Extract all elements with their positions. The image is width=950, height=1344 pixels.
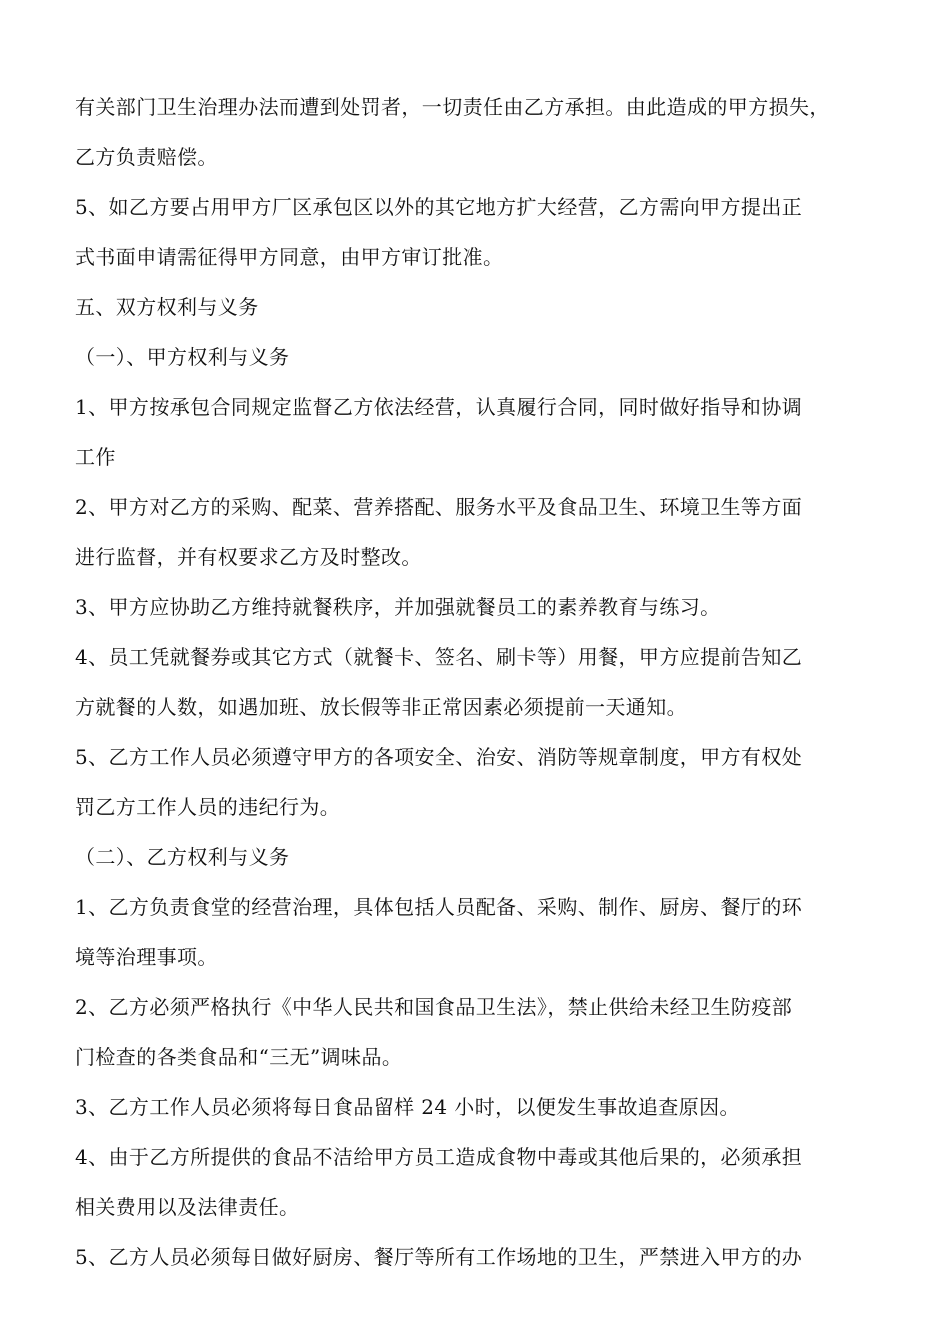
text-line: 3、甲方应协助乙方维持就餐秩序，并加强就餐员工的素养教育与练习。 <box>75 595 721 619</box>
text-line: 式书面申请需征得甲方同意，由甲方审订批准。 <box>75 245 504 269</box>
subsection-heading: （一）、甲方权利与义务 <box>75 345 290 369</box>
section-heading: 五、双方权利与义务 <box>75 295 259 319</box>
text-line: 境等治理事项。 <box>75 945 218 969</box>
text-line: 罚乙方工作人员的违纪行为。 <box>75 795 341 819</box>
text-line: 方就餐的人数，如遇加班、放长假等非正常因素必须提前一天通知。 <box>75 695 687 719</box>
document-body <box>75 82 887 1282</box>
text-line: 2、乙方必须严格执行《中华人民共和国食品卫生法》，禁止供给未经卫生防疫部 <box>75 995 793 1019</box>
text-line: 1、乙方负责食堂的经营治理，具体包括人员配备、采购、制作、厨房、餐厅的环 <box>75 895 803 919</box>
text-line: 3、乙方工作人员必须将每日食品留样 24 小时，以便发生事故追查原因。 <box>75 1095 740 1119</box>
text-line: 进行监督，并有权要求乙方及时整改。 <box>75 545 422 569</box>
text-line: 工作 <box>75 445 116 469</box>
text-line: 2、甲方对乙方的采购、配菜、营养搭配、服务水平及食品卫生、环境卫生等方面 <box>75 495 803 519</box>
text-line: 相关费用以及法律责任。 <box>75 1195 300 1219</box>
subsection-heading: （二）、乙方权利与义务 <box>75 845 290 869</box>
text-line: 门检查的各类食品和“三无”调味品。 <box>75 1045 403 1069</box>
text-line: 有关部门卫生治理办法而遭到处罚者，一切责任由乙方承担。由此造成的甲方损失， <box>75 95 830 119</box>
text-line: 5、乙方人员必须每日做好厨房、餐厅等所有工作场地的卫生，严禁进入甲方的办 <box>75 1245 803 1269</box>
text-line: 4、员工凭就餐券或其它方式（就餐卡、签名、刷卡等）用餐，甲方应提前告知乙 <box>75 645 803 669</box>
text-line: 乙方负责赔偿。 <box>75 145 218 169</box>
text-line: 5、如乙方要占用甲方厂区承包区以外的其它地方扩大经营，乙方需向甲方提出正 <box>75 195 803 219</box>
text-line: 5、乙方工作人员必须遵守甲方的各项安全、治安、消防等规章制度，甲方有权处 <box>75 745 803 769</box>
text-line: 1、甲方按承包合同规定监督乙方依法经营，认真履行合同，同时做好指导和协调 <box>75 395 803 419</box>
text-line: 4、由于乙方所提供的食品不洁给甲方员工造成食物中毒或其他后果的，必须承担 <box>75 1145 803 1169</box>
